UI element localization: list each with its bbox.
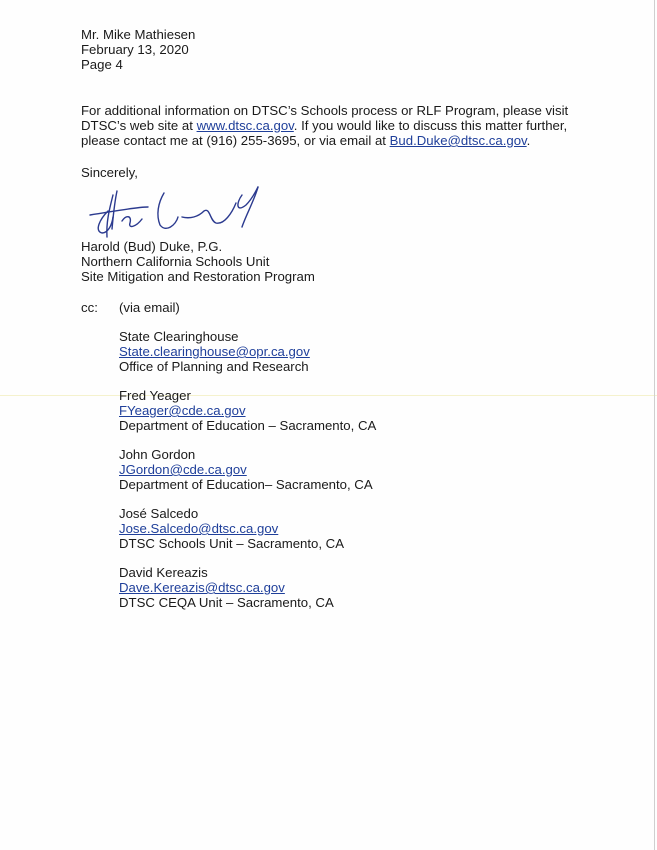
page-number: Page 4 <box>81 57 123 72</box>
body-line-1: For additional information on DTSC’s Schools process or RLF Program, please visit <box>81 103 569 118</box>
cc-recipient-name: John Gordon <box>119 447 196 462</box>
signer-program: Site Mitigation and Restoration Program <box>81 269 315 284</box>
letter-date: February 13, 2020 <box>81 42 189 57</box>
cc-recipient-email-link[interactable]: Jose.Salcedo@dtsc.ca.gov <box>119 521 279 536</box>
cc-recipient-org: DTSC CEQA Unit – Sacramento, CA <box>119 595 334 610</box>
cc-recipient <box>119 388 376 433</box>
signer-unit: Northern California Schools Unit <box>81 254 270 269</box>
cc-recipient-name: David Kereazis <box>119 565 208 580</box>
body-paragraph <box>81 103 568 148</box>
cc-recipient-org: Office of Planning and Research <box>119 359 309 374</box>
letter-header <box>81 27 195 72</box>
cc-recipient-email-link[interactable]: FYeager@cde.ca.gov <box>119 403 246 418</box>
cc-recipient-email-link[interactable]: JGordon@cde.ca.gov <box>119 462 247 477</box>
cc-recipient <box>119 447 373 492</box>
body-text: please contact me at (916) 255-3695, or via email at <box>81 133 390 148</box>
recipient-name: Mr. Mike Mathiesen <box>81 27 196 42</box>
cc-recipient <box>119 506 344 551</box>
body-line-2 <box>81 118 568 133</box>
cc-recipient-email-link[interactable]: State.clearinghouse@opr.ca.gov <box>119 344 310 359</box>
cc-recipient-name: Fred Yeager <box>119 388 191 403</box>
closing: Sincerely, <box>81 165 138 180</box>
signer-name: Harold (Bud) Duke, P.G. <box>81 239 223 254</box>
body-text: . <box>526 133 531 148</box>
handwritten-signature <box>86 181 266 243</box>
cc-recipient-name: José Salcedo <box>119 506 199 521</box>
cc-label: cc: <box>81 300 98 315</box>
cc-recipient-org: DTSC Schools Unit – Sacramento, CA <box>119 536 345 551</box>
cc-method: (via email) <box>119 300 180 315</box>
cc-recipient-email-link[interactable]: Dave.Kereazis@dtsc.ca.gov <box>119 580 285 595</box>
cc-recipient-org: Department of Education – Sacramento, CA <box>119 418 377 433</box>
cc-recipient <box>119 565 334 610</box>
cc-recipient-org: Department of Education– Sacramento, CA <box>119 477 373 492</box>
author-email-link[interactable]: Bud.Duke@dtsc.ca.gov <box>389 133 527 148</box>
body-line-3 <box>81 133 568 148</box>
body-text: DTSC’s web site at <box>81 118 197 133</box>
cc-recipient <box>119 329 310 374</box>
page-edge-line <box>654 0 655 850</box>
cc-recipient-name: State Clearinghouse <box>119 329 239 344</box>
signature-block <box>81 239 315 284</box>
body-text: . If you would like to discuss this matter further, <box>293 118 568 133</box>
website-link[interactable]: www.dtsc.ca.gov <box>196 118 294 133</box>
